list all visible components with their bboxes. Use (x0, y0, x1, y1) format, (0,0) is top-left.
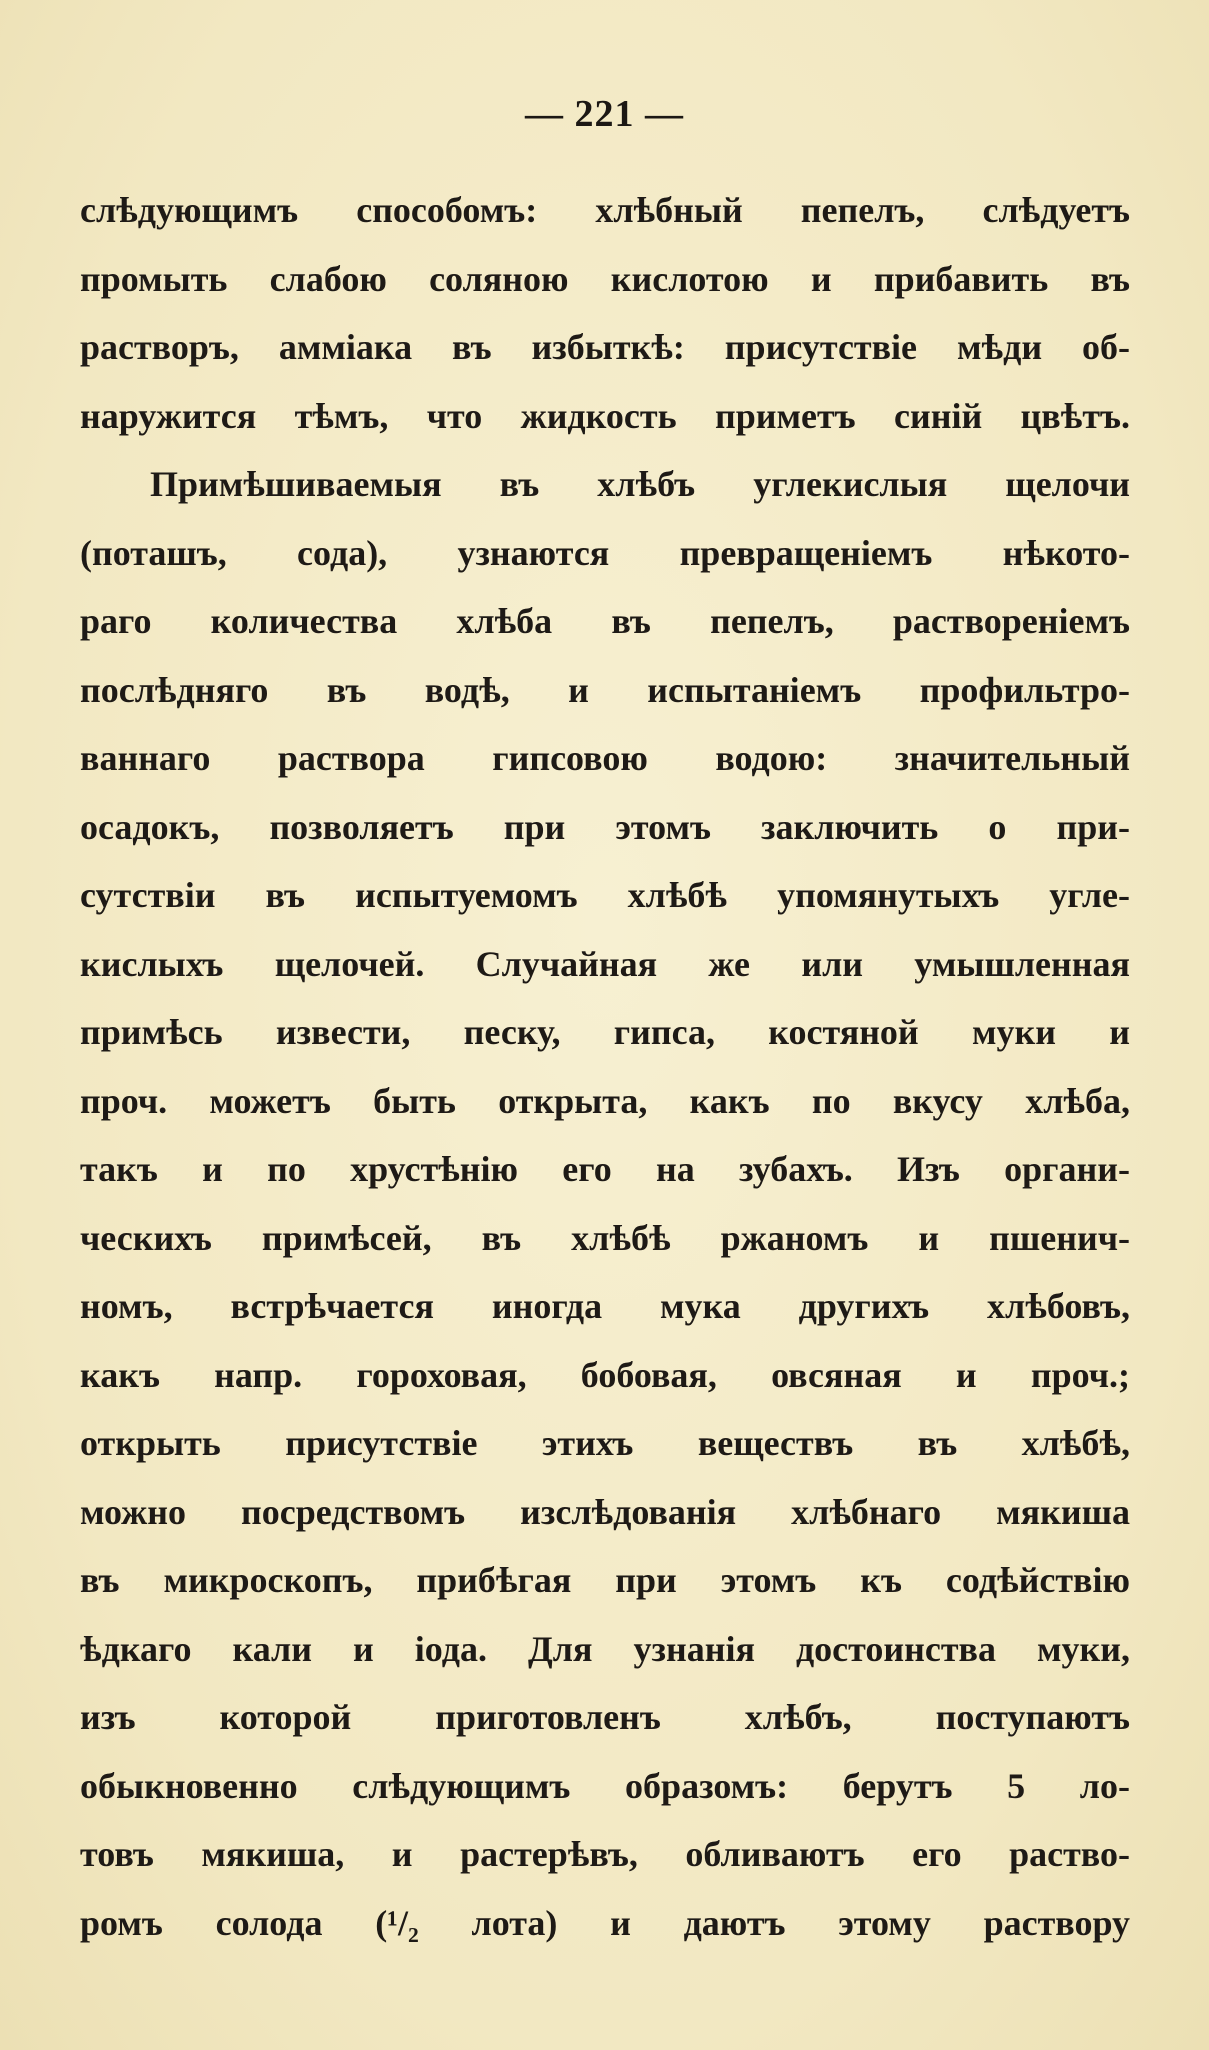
text-line: промыть слабою соляною кислотою и прибавить въ (80, 258, 1130, 299)
text-line: ческихъ примѣсей, въ хлѣбѣ ржаномъ и пшенич- (80, 1217, 1130, 1258)
text-line: осадокъ, позволяетъ при этомъ заключить о при- (80, 806, 1130, 847)
text-line: сутствіи въ испытуемомъ хлѣбѣ упомянутыхъ угле- (80, 875, 1130, 915)
text-line: ѣдкаго кали и іода. Для узнанія достоинства муки, (80, 1628, 1130, 1669)
page-number: — 221 — (525, 93, 684, 135)
body-text (80, 176, 1130, 1957)
paragraph-start-line: Примѣшиваемыя въ хлѣбъ углекислыя щелочи (150, 464, 1130, 504)
text-line: открыть присутствіе этихъ веществъ въ хлѣбѣ, (80, 1423, 1130, 1463)
text-line: такъ и по хрустѣнію его на зубахъ. Изъ органи- (80, 1149, 1130, 1189)
text-line: ромъ солода (¹/₂ лота) и даютъ этому раствору (80, 1902, 1130, 1943)
text-line: кислыхъ щелочей. Случайная же или умышленная (80, 943, 1130, 984)
text-line: товъ мякиша, и растерѣвъ, обливаютъ его раство- (80, 1834, 1130, 1874)
text-line: можно посредствомъ изслѣдованія хлѣбнаго мякиша (80, 1491, 1130, 1532)
text-line: послѣдняго въ водѣ, и испытаніемъ профильтро- (80, 669, 1130, 710)
text-line: проч. можетъ быть открыта, какъ по вкусу хлѣба, (80, 1080, 1130, 1121)
text-line: въ микроскопъ, прибѣгая при этомъ къ содѣйствію (80, 1560, 1130, 1600)
text-line: изъ которой приготовленъ хлѣбъ, поступаютъ (80, 1697, 1130, 1737)
text-line: слѣдующимъ способомъ: хлѣбный пепелъ, слѣдуетъ (80, 190, 1130, 230)
text-line: растворъ, амміака въ избыткѣ: присутствіе мѣди об- (80, 327, 1130, 367)
text-line: раго количества хлѣба въ пепелъ, раствореніемъ (80, 601, 1130, 641)
text-line: примѣсь извести, песку, гипса, костяной муки и (80, 1012, 1130, 1052)
text-line: какъ напр. гороховая, бобовая, овсяная и проч.; (80, 1354, 1130, 1395)
text-line: наружится тѣмъ, что жидкость приметъ синій цвѣтъ. (80, 395, 1130, 436)
text-line: обыкновенно слѣдующимъ образомъ: берутъ 5 ло- (80, 1765, 1130, 1806)
text-line: номъ, встрѣчается иногда мука другихъ хлѣбовъ, (80, 1286, 1130, 1326)
text-line: ваннаго раствора гипсовою водою: значительный (80, 738, 1130, 778)
text-line: (поташъ, сода), узнаются превращеніемъ нѣкото- (80, 532, 1130, 573)
